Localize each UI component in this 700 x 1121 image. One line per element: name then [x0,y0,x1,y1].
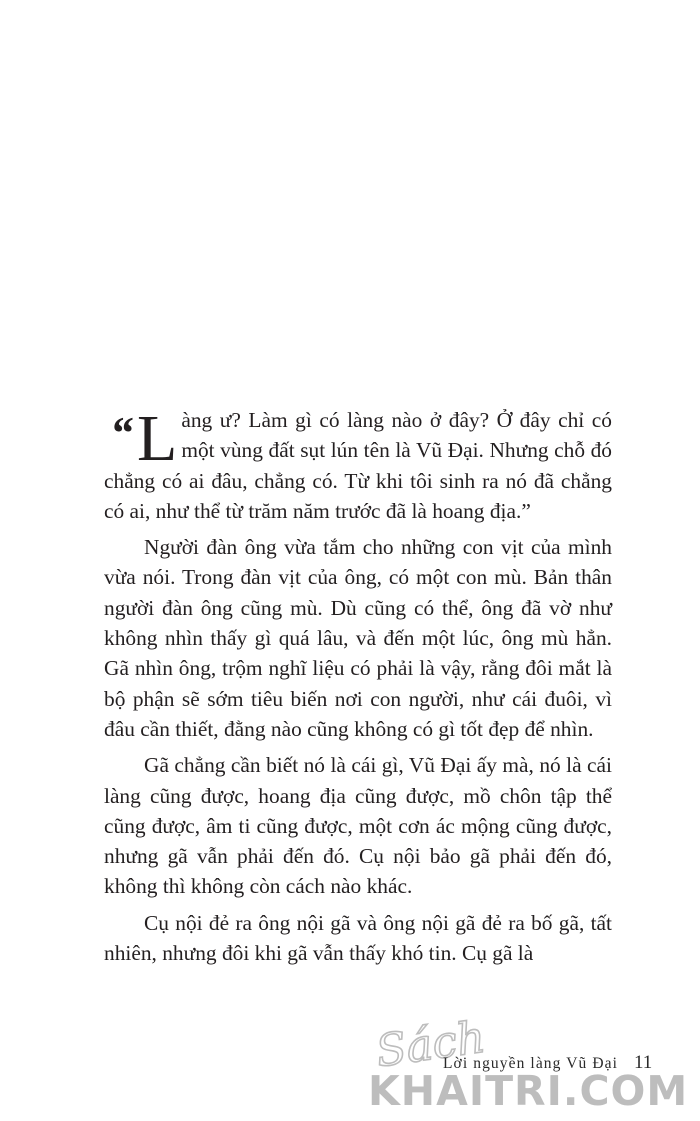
paragraph-1 [104,402,612,526]
page-number: 11 [634,1052,653,1073]
paragraph-4: Cụ nội đẻ ra ông nội gã và ông nội gã đẻ ra bố gã, tất nhiên, nhưng đôi khi gã vẫn thấy khó tin. Cụ gã là [104,910,612,966]
body-text [104,402,612,974]
dropcap-group [104,402,178,475]
watermark-brand-text: KHAITRI.COM [368,1067,689,1115]
paragraph-1-text: àng ư? Làm gì có làng nào ở đây? Ở đây chỉ có một vùng đất sụt lún tên là Vũ Đại. Nhưng chỗ đó chẳng có ai đâu, chẳng có. Từ khi tôi sinh ra nó đã chẳng có ai, như thể từ trăm năm trước đã là hoang địa.” [104,408,612,523]
dropcap-letter: L [137,402,178,475]
paragraph-3: Gã chẳng cần biết nó là cái gì, Vũ Đại ấy mà, nó là cái làng cũng được, hoang địa cũng được, mồ chôn tập thể cũng được, âm ti cũng được, một cơn ác mộng cũng được, nhưng gã vẫn phải đến đó. Cụ nội bảo gã phải đến đó, không thì không còn cách nào khác. [104,753,612,899]
running-title: Lời nguyền làng Vũ Đại [442,1055,618,1072]
paragraph-2: Người đàn ông vừa tắm cho những con vịt của mình vừa nói. Trong đàn vịt của ông, có một con mù. Bản thân người đàn ông cũng mù. Dù cũng có thể, ông đã vờ như không nhìn thấy gì quá lâu, và đến một lúc, ông mù hẳn. Gã nhìn ông, trộm nghĩ liệu có phải là vậy, rằng đôi mắt là bộ phận sẽ sớm tiêu biến nơi con người, như cái đuôi, vì đâu cần thiết, đằng nào cũng không có gì tốt đẹp để nhìn. [104,535,612,741]
watermark-script-text: Sách [372,1011,489,1078]
opening-quote-mark: “ [110,407,133,458]
